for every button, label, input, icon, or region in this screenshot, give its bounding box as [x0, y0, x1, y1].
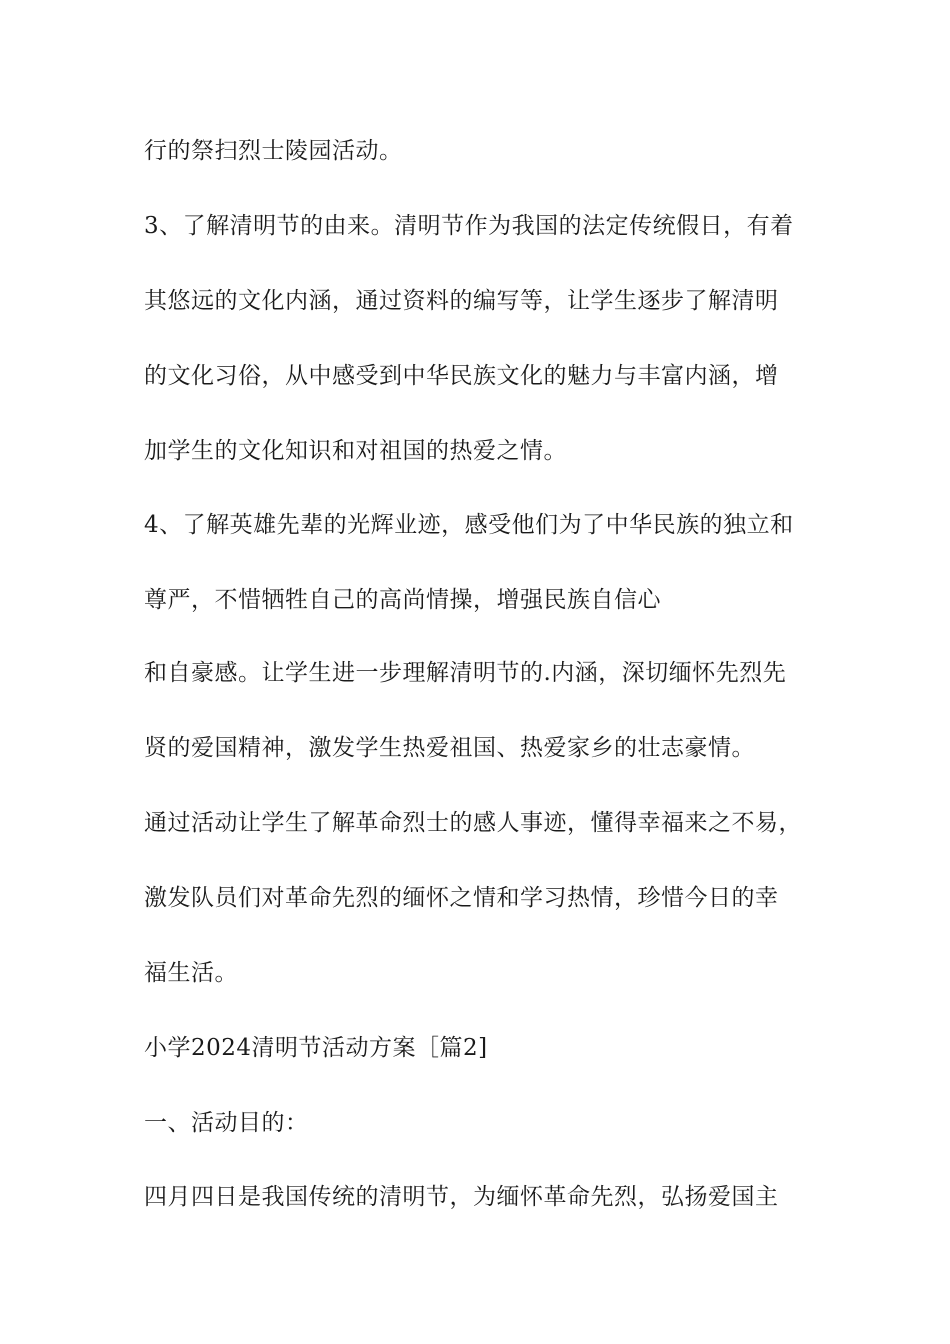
- text-line: 激发队员们对革命先烈的缅怀之情和学习热情，珍惜今日的幸: [144, 885, 779, 911]
- text-line: 和自豪感。让学生进一步理解清明节的.内涵，深切缅怀先烈先: [144, 660, 787, 686]
- text-line: 行的祭扫烈士陵园活动。: [144, 138, 403, 164]
- section-heading: 小学2024清明节活动方案［篇2]: [144, 1035, 488, 1061]
- text-line: 通过活动让学生了解革命烈士的感人事迹，懂得幸福来之不易，: [144, 810, 802, 836]
- text-line: 福生活。: [144, 960, 238, 986]
- subsection-heading: 一、活动目的：: [144, 1110, 309, 1136]
- text-line: 加学生的文化知识和对祖国的热爱之情。: [144, 438, 567, 464]
- text-line: 贤的爱国精神，激发学生热爱祖国、热爱家乡的壮志豪情。: [144, 735, 755, 761]
- text-line: 4、了解英雄先辈的光辉业迹，感受他们为了中华民族的独立和: [144, 512, 794, 538]
- text-line: 的文化习俗，从中感受到中华民族文化的魅力与丰富内涵，增: [144, 363, 779, 389]
- text-line: 四月四日是我国传统的清明节，为缅怀革命先烈，弘扬爱国主: [144, 1184, 779, 1210]
- text-line: 3、了解清明节的由来。清明节作为我国的法定传统假日，有着: [144, 213, 794, 239]
- text-line: 其悠远的文化内涵，通过资料的编写等，让学生逐步了解清明: [144, 288, 779, 314]
- text-line: 尊严，不惜牺牲自己的高尚情操，增强民族自信心: [144, 587, 661, 613]
